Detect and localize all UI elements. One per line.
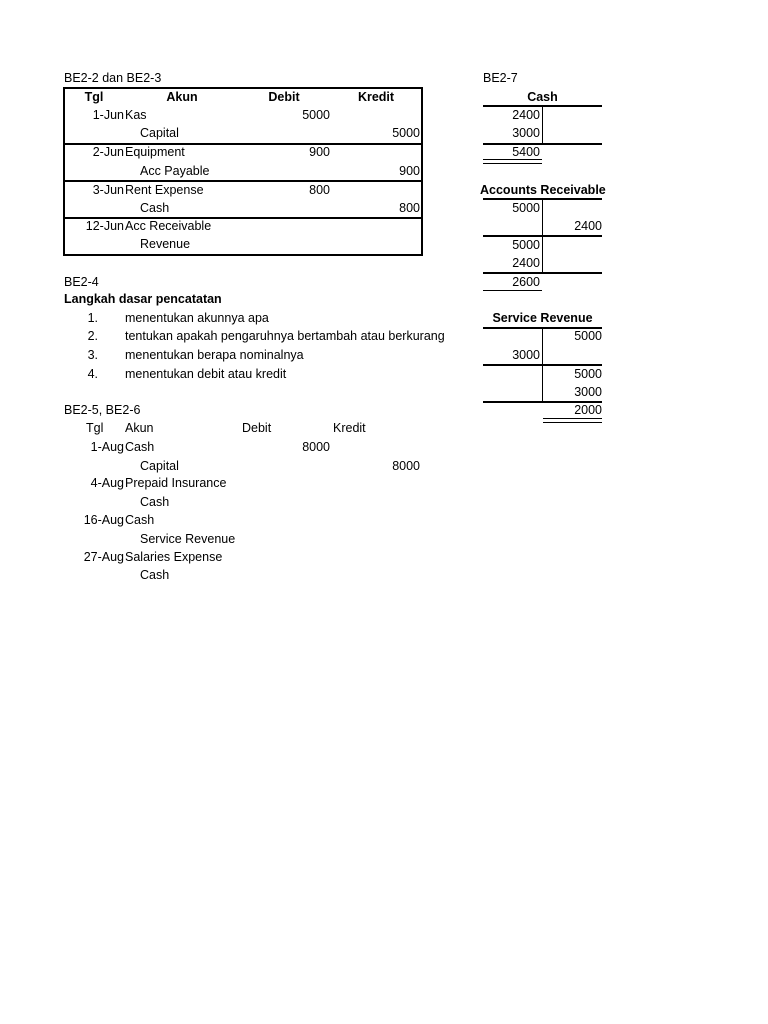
sr-account-name: Service Revenue <box>492 311 593 325</box>
journal1-account: Kas <box>125 108 147 122</box>
journal2-header-akun: Akun <box>125 421 154 435</box>
journal2-account: Cash <box>140 568 170 582</box>
journal1-debit: 900 <box>309 145 330 159</box>
sr-total: 2000 <box>574 403 602 417</box>
ar-debit: 2400 <box>512 256 540 270</box>
journal1-credit: 900 <box>399 164 420 178</box>
taccounts-title: BE2-7 <box>483 71 518 85</box>
journal2-account: Prepaid Insurance <box>125 476 227 490</box>
ar-total: 2600 <box>512 275 540 289</box>
journal1-date: 12-Jun <box>85 219 124 233</box>
journal2-account: Service Revenue <box>140 532 236 546</box>
step-number: 1. <box>87 311 98 325</box>
ar-debit: 5000 <box>512 201 540 215</box>
cash-t-stem <box>542 106 543 143</box>
journal1-header-tgl: Tgl <box>84 90 104 104</box>
journal1-debit: 800 <box>309 183 330 197</box>
step-number: 4. <box>87 367 98 381</box>
cash-double-underline <box>483 159 542 164</box>
journal2-date: 27-Aug <box>83 550 124 564</box>
journal1-account: Revenue <box>140 237 191 251</box>
journal1-account: Acc Payable <box>140 164 210 178</box>
sr-credit: 3000 <box>574 385 602 399</box>
journal1-date: 2-Jun <box>92 145 124 159</box>
ar-t-stem <box>542 236 543 273</box>
journal1-title: BE2-2 dan BE2-3 <box>64 71 162 85</box>
journal2-date: 16-Aug <box>83 513 124 527</box>
journal1-credit: 800 <box>399 201 420 215</box>
journal1-header-kredit: Kredit <box>357 90 395 104</box>
steps-subtitle: Langkah dasar pencatatan <box>64 292 222 306</box>
journal1-account: Equipment <box>125 145 185 159</box>
journal1-account: Acc Receivable <box>125 219 212 233</box>
journal2-header-tgl: Tgl <box>86 421 104 435</box>
journal1-debit: 5000 <box>302 108 330 122</box>
sr-t-stem <box>542 328 543 364</box>
ar-credit: 2400 <box>574 219 602 233</box>
steps-title: BE2-4 <box>64 275 99 289</box>
journal1-header-akun: Akun <box>166 90 198 104</box>
sr-credit: 5000 <box>574 367 602 381</box>
journal1-date: 1-Jun <box>92 108 124 122</box>
ar-t-stem <box>542 199 543 235</box>
cash-debit: 3000 <box>512 126 540 140</box>
cash-debit: 2400 <box>512 108 540 122</box>
cash-account-name: Cash <box>527 90 558 104</box>
journal2-account: Cash <box>125 513 155 527</box>
sr-debit: 3000 <box>512 348 540 362</box>
journal1-header-debit: Debit <box>268 90 300 104</box>
journal2-account: Cash <box>125 440 155 454</box>
journal1-date: 3-Jun <box>92 183 124 197</box>
journal2-title: BE2-5, BE2-6 <box>64 403 141 417</box>
sr-double-underline <box>543 418 602 423</box>
step-number: 2. <box>87 329 98 343</box>
journal1-account: Rent Expense <box>125 183 204 197</box>
step-text: menentukan akunnya apa <box>125 311 269 325</box>
journal2-debit: 8000 <box>302 440 330 454</box>
ar-debit: 5000 <box>512 238 540 252</box>
ar-underline <box>483 290 542 291</box>
journal2-header-kredit: Kredit <box>333 421 366 435</box>
journal2-date: 1-Aug <box>90 440 124 454</box>
journal2-date: 4-Aug <box>90 476 124 490</box>
sr-t-stem <box>542 365 543 402</box>
cash-total: 5400 <box>512 145 540 159</box>
journal1-credit: 5000 <box>392 126 420 140</box>
journal2-account: Capital <box>140 459 179 473</box>
journal1-account: Capital <box>140 126 179 140</box>
step-text: menentukan debit atau kredit <box>125 367 287 381</box>
sr-credit: 5000 <box>574 329 602 343</box>
step-number: 3. <box>87 348 98 362</box>
ar-account-name: Accounts Receivable <box>480 183 606 197</box>
step-text: tentukan apakah pengaruhnya bertambah atau berkurang <box>125 329 445 343</box>
journal2-header-debit: Debit <box>242 421 272 435</box>
step-text: menentukan berapa nominalnya <box>125 348 304 362</box>
journal2-credit: 8000 <box>392 459 420 473</box>
journal2-account: Salaries Expense <box>125 550 223 564</box>
journal1-account: Cash <box>140 201 170 215</box>
journal2-account: Cash <box>140 495 170 509</box>
